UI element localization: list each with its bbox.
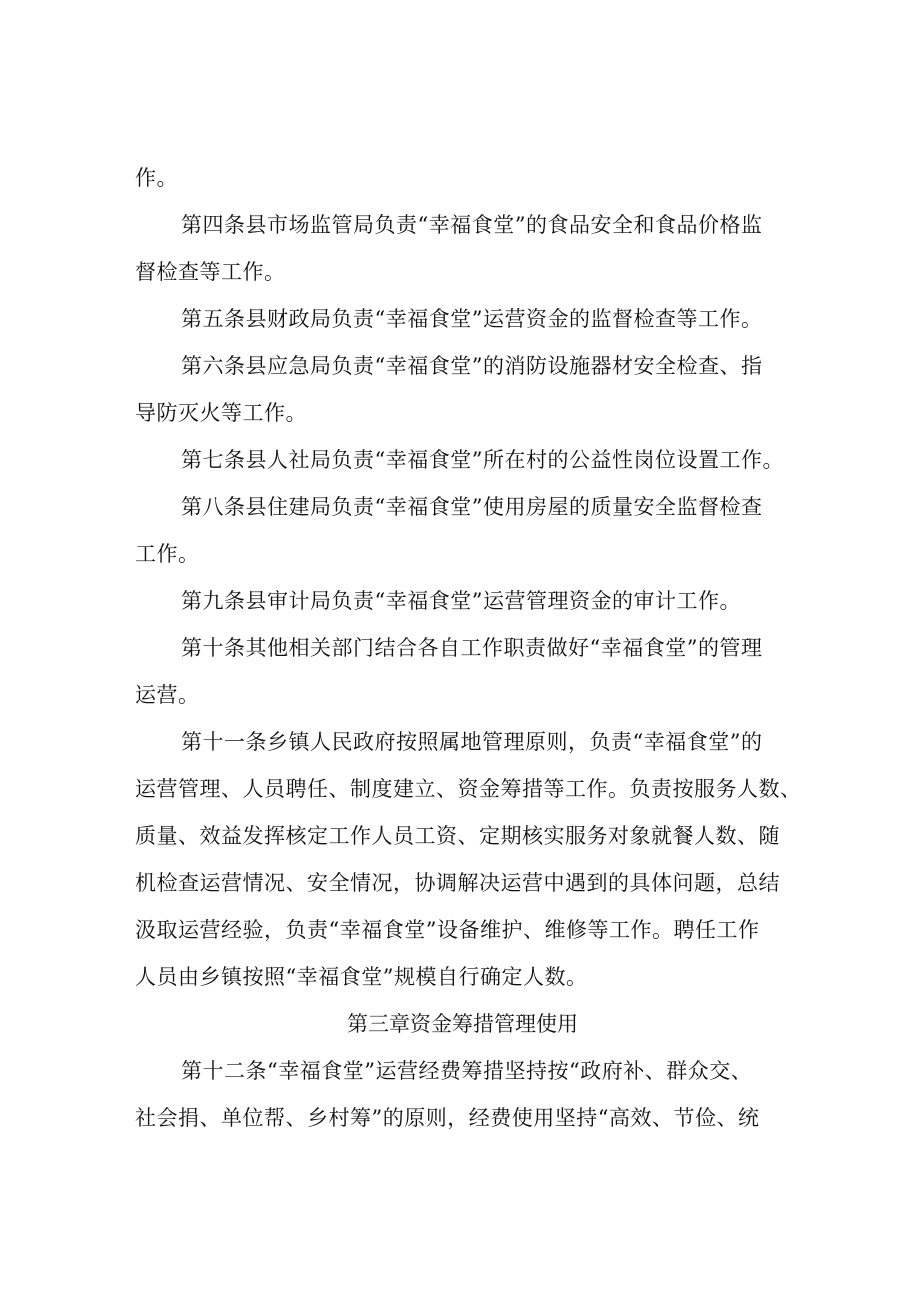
text-line: 运营。 <box>135 683 200 707</box>
text-line: 机检查运营情况、安全情况，协调解决运营中遇到的具体问题，总结 <box>135 871 780 895</box>
text-line: 导防灭火等工作。 <box>135 401 307 425</box>
text-line: 第八条县住建局负责“幸福食堂”使用房屋的质量安全监督检查 <box>181 495 763 519</box>
text-line: 工作。 <box>135 542 200 566</box>
text-line: 第十条其他相关部门结合各自工作职责做好“幸福食堂”的管理 <box>181 636 763 660</box>
chapter-heading: 第三章资金筹措管理使用 <box>347 1012 578 1036</box>
text-line: 第五条县财政局负责“幸福食堂”运营资金的监督检查等工作。 <box>181 307 763 331</box>
text-line: 社会捐、单位帮、乡村筹”的原则，经费使用坚持“高效、节俭、统 <box>135 1106 760 1130</box>
text-line: 第九条县审计局负责“幸福食堂”运营管理资金的审计工作。 <box>181 589 741 613</box>
text-line: 第六条县应急局负责“幸福食堂”的消防设施器材安全检查、指 <box>181 354 763 378</box>
text-line: 质量、效益发挥核定工作人员工资、定期核实服务对象就餐人数、随 <box>135 824 780 848</box>
text-line: 运营管理、人员聘任、制度建立、资金筹措等工作。负责按服务人数、 <box>135 777 802 801</box>
text-line: 第四条县市场监管局负责“幸福食堂”的食品安全和食品价格监 <box>181 213 763 237</box>
text-line: 作。 <box>135 166 178 190</box>
text-line: 第七条县人社局负责“幸福食堂”所在村的公益性岗位设置工作。 <box>181 448 784 472</box>
text-line: 督检查等工作。 <box>135 260 286 284</box>
text-line: 汲取运营经验，负责“幸福食堂”设备维护、维修等工作。聘任工作 <box>135 918 760 942</box>
text-line: 第十二条“幸福食堂”运营经费筹措坚持按“政府补、群众交、 <box>181 1059 753 1083</box>
text-line: 人员由乡镇按照“幸福食堂”规模自行确定人数。 <box>135 965 588 989</box>
text-line: 第十一条乡镇人民政府按照属地管理原则，负责“幸福食堂”的 <box>181 730 763 754</box>
document-body <box>135 155 802 1142</box>
